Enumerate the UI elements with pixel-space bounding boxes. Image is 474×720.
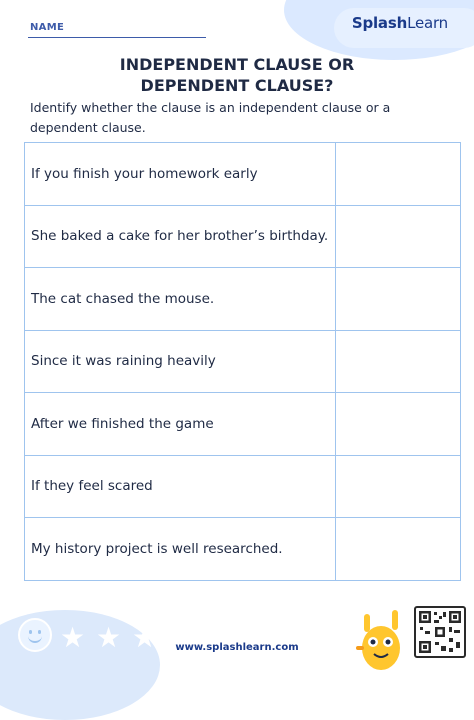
clause-cell: After we finished the game	[25, 393, 336, 456]
answer-cell[interactable]	[336, 518, 461, 581]
clause-cell: The cat chased the mouse.	[25, 268, 336, 331]
answer-cell[interactable]	[336, 455, 461, 518]
worksheet-title	[60, 54, 414, 96]
star-icon: ★	[132, 621, 158, 654]
table-row	[25, 143, 461, 206]
answer-cell[interactable]	[336, 143, 461, 206]
clause-cell: Since it was raining heavily	[25, 330, 336, 393]
star-icon: ★	[96, 621, 122, 654]
clause-cell: My history project is well researched.	[25, 518, 336, 581]
table-row	[25, 205, 461, 268]
table-row	[25, 330, 461, 393]
clause-cell: If you finish your homework early	[25, 143, 336, 206]
footer-url[interactable]: www.splashlearn.com	[175, 642, 299, 653]
name-line[interactable]	[28, 37, 206, 38]
logo-regular-text: Learn	[407, 14, 448, 32]
answer-cell[interactable]	[336, 393, 461, 456]
mascot-character	[356, 608, 406, 670]
splashlearn-logo	[352, 14, 448, 32]
instructions: Identify whether the clause is an independent clause or a dependent clause.	[30, 100, 391, 135]
table-row	[25, 393, 461, 456]
name-label: NAME	[30, 22, 65, 33]
table-row	[25, 518, 461, 581]
title-line-1: INDEPENDENT CLAUSE OR	[119, 55, 355, 74]
clause-cell: She baked a cake for her brother’s birthday.	[25, 205, 336, 268]
logo-bold-text: Splash	[351, 14, 408, 32]
clause-table	[24, 142, 461, 581]
answer-cell[interactable]	[336, 268, 461, 331]
table-row	[25, 455, 461, 518]
answer-cell[interactable]	[336, 330, 461, 393]
answer-cell[interactable]	[336, 205, 461, 268]
title-line-2: DEPENDENT CLAUSE?	[140, 76, 334, 95]
qr-code-icon	[414, 606, 466, 658]
table-row	[25, 268, 461, 331]
star-icon: ★	[60, 621, 86, 654]
clause-cell: If they feel scared	[25, 455, 336, 518]
